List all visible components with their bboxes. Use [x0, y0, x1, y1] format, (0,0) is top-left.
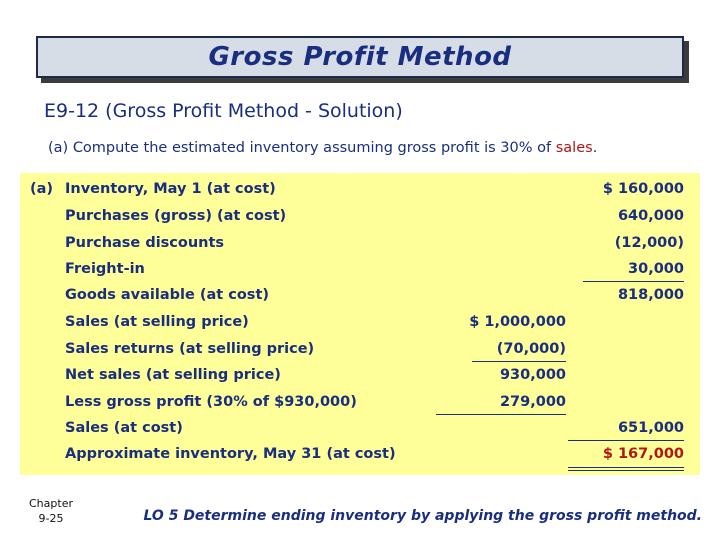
- learning-objective: LO 5 Determine ending inventory by applying the gross profit method.: [143, 508, 702, 524]
- row-label: Purchases (gross) (at cost): [65, 208, 287, 224]
- row-label: Goods available (at cost): [65, 287, 269, 303]
- chapter-word: Chapter: [29, 497, 73, 510]
- row-label: Less gross profit (30% of $930,000): [65, 394, 357, 410]
- instruction-text: Compute the estimated inventory assuming gross profit is 30% of: [72, 140, 552, 156]
- row-right-value: 818,000: [617, 287, 684, 303]
- subtotal-rule: [583, 281, 684, 282]
- schedule-part-label: (a): [30, 181, 54, 197]
- row-mid-value: $ 1,000,000: [469, 314, 566, 330]
- row-label: Approximate inventory, May 31 (at cost): [65, 446, 396, 462]
- row-label: Sales (at selling price): [65, 314, 249, 330]
- instruction-highlight: sales: [555, 140, 593, 156]
- row-label: Inventory, May 1 (at cost): [65, 181, 276, 197]
- instruction-part-label: (a): [48, 140, 69, 156]
- title-banner: [36, 36, 684, 78]
- exercise-heading: E9-12 (Gross Profit Method - Solution): [44, 100, 403, 122]
- row-mid-value: 930,000: [499, 367, 566, 383]
- schedule-row: [20, 177, 700, 203]
- schedule-row: [20, 231, 700, 257]
- schedule-row: [20, 204, 700, 230]
- schedule-row: [20, 442, 700, 468]
- schedule-row: [20, 283, 700, 309]
- row-right-value: (12,000): [614, 235, 684, 251]
- chapter-label: [22, 496, 80, 526]
- schedule-row: [20, 310, 700, 336]
- schedule-row: [20, 416, 700, 442]
- schedule-row: [20, 363, 700, 389]
- subtotal-rule: [436, 414, 566, 415]
- final-inventory-value: $ 167,000: [602, 446, 684, 462]
- row-right-value: 651,000: [617, 420, 684, 436]
- row-mid-value: 279,000: [499, 394, 566, 410]
- row-mid-value: (70,000): [496, 341, 566, 357]
- row-label: Freight-in: [65, 261, 145, 277]
- slide-title: Gross Profit Method: [208, 42, 512, 72]
- schedule-row: [20, 257, 700, 283]
- subtotal-rule: [472, 361, 566, 362]
- row-right-value: 30,000: [628, 261, 684, 277]
- total-double-rule-bottom: [568, 470, 684, 471]
- row-right-value: 640,000: [617, 208, 684, 224]
- chapter-number: 9-25: [38, 512, 64, 525]
- schedule-panel: [20, 173, 700, 475]
- schedule-row: [20, 390, 700, 416]
- row-label: Net sales (at selling price): [65, 367, 281, 383]
- row-right-value: $ 160,000: [602, 181, 684, 197]
- schedule-row: [20, 337, 700, 363]
- instruction-period: .: [592, 140, 598, 156]
- row-label: Purchase discounts: [65, 235, 225, 251]
- instruction-line: [48, 140, 597, 156]
- subtotal-rule: [568, 440, 684, 441]
- total-double-rule-top: [568, 467, 684, 468]
- row-label: Sales (at cost): [65, 420, 183, 436]
- row-label: Sales returns (at selling price): [65, 341, 315, 357]
